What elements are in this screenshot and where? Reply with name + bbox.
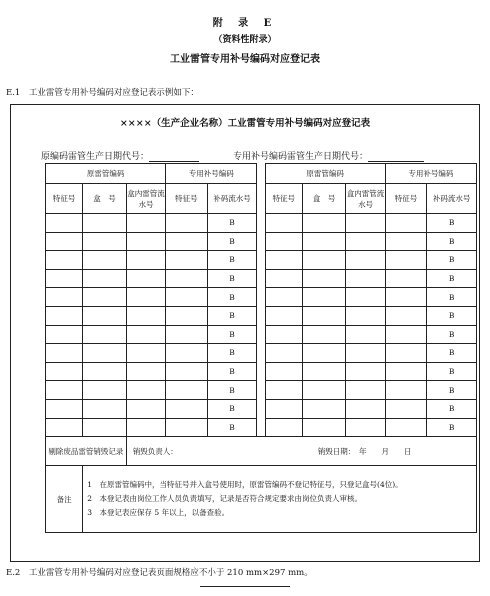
serial-prefix-cell[interactable]: B [207, 399, 257, 418]
entry-cell[interactable] [46, 232, 83, 251]
entry-cell[interactable] [83, 306, 127, 325]
entry-cell[interactable] [265, 344, 302, 363]
entry-cell[interactable] [346, 325, 385, 344]
entry-cell[interactable] [346, 251, 385, 270]
serial-prefix-cell[interactable]: B [427, 344, 477, 363]
entry-cell[interactable] [346, 344, 385, 363]
entry-cell[interactable] [385, 344, 426, 363]
entry-cell[interactable] [385, 381, 426, 400]
entry-cell[interactable] [166, 418, 207, 437]
destroy-date-label: 销毁日期： 年 月 日 [317, 446, 412, 456]
serial-prefix-cell[interactable]: B [427, 269, 477, 288]
entry-cell[interactable] [302, 362, 346, 381]
table-gap [257, 164, 265, 437]
entry-cell[interactable] [126, 251, 165, 270]
remarks-label: 备注 [46, 466, 83, 533]
entry-cell[interactable] [265, 232, 302, 251]
entry-cell[interactable] [302, 344, 346, 363]
entry-cell[interactable] [265, 399, 302, 418]
entry-cell[interactable] [385, 269, 426, 288]
entry-cell[interactable] [166, 251, 207, 270]
entry-cell[interactable] [83, 232, 127, 251]
entry-cell[interactable] [126, 232, 165, 251]
serial-prefix-cell[interactable]: B [207, 362, 257, 381]
special-code-blank[interactable] [368, 161, 424, 162]
form-title: ××××（生产企业名称）工业雷管专用补号编码对应登记表 [119, 118, 371, 129]
entry-cell[interactable] [126, 362, 165, 381]
serial-prefix-cell[interactable]: B [207, 251, 257, 270]
entry-cell[interactable] [385, 214, 426, 233]
entry-cell[interactable] [166, 232, 207, 251]
entry-cell[interactable] [346, 214, 385, 233]
entry-cell[interactable] [385, 288, 426, 307]
entry-cell[interactable] [83, 269, 127, 288]
original-code-label: 原编码雷管生产日期代号： [41, 152, 150, 162]
group-original-right: 原雷管编码 [265, 164, 385, 184]
entry-cell[interactable] [265, 362, 302, 381]
serial-prefix-cell[interactable]: B [207, 344, 257, 363]
entry-cell[interactable] [302, 269, 346, 288]
col-inbox-right: 盒内雷管流水号 [346, 184, 385, 214]
entry-cell[interactable] [166, 214, 207, 233]
col-serial-left: 补码流水号 [207, 184, 257, 214]
entry-cell[interactable] [126, 306, 165, 325]
entry-cell[interactable] [385, 306, 426, 325]
entry-cell[interactable] [302, 399, 346, 418]
entry-cell[interactable] [346, 399, 385, 418]
appendix-type: （资料性附录） [213, 35, 277, 45]
remark-item: 3 本登记表应保存 5 年以上，以备查验。 [87, 508, 230, 518]
serial-prefix-cell[interactable]: B [427, 288, 477, 307]
entry-cell[interactable] [46, 381, 83, 400]
col-box-right: 盒 号 [302, 184, 346, 214]
serial-prefix-cell[interactable]: B [207, 306, 257, 325]
header-row-groups [46, 164, 477, 184]
entry-cell[interactable] [346, 288, 385, 307]
entry-cell[interactable] [265, 381, 302, 400]
registration-form [10, 104, 480, 562]
entry-cell[interactable] [166, 344, 207, 363]
entry-cell[interactable] [46, 362, 83, 381]
entry-cell[interactable] [166, 381, 207, 400]
entry-cell[interactable] [302, 381, 346, 400]
entry-cell[interactable] [265, 418, 302, 437]
entry-cell[interactable] [302, 325, 346, 344]
scrap-record-cell[interactable] [126, 437, 476, 466]
entry-cell[interactable] [46, 251, 83, 270]
end-rule [200, 586, 290, 587]
entry-cell[interactable] [126, 381, 165, 400]
entry-cell[interactable] [126, 325, 165, 344]
entry-cell[interactable] [346, 362, 385, 381]
section-e2: E.2 工业雷管专用补号编码对应登记表页面规格应不小于 210 mm×297 mm。 [6, 568, 313, 578]
entry-cell[interactable] [126, 344, 165, 363]
entry-cell[interactable] [166, 269, 207, 288]
entry-cell[interactable] [83, 325, 127, 344]
entry-cell[interactable] [346, 232, 385, 251]
entry-cell[interactable] [265, 288, 302, 307]
group-original-left: 原雷管编码 [46, 164, 166, 184]
scrap-label: 剔除废品雷管销毁记录 [46, 437, 127, 466]
serial-prefix-cell[interactable]: B [207, 214, 257, 233]
serial-prefix-cell[interactable]: B [207, 381, 257, 400]
remarks-cell [83, 466, 477, 533]
col-feature-right: 特征号 [265, 184, 302, 214]
entry-cell[interactable] [126, 399, 165, 418]
entry-cell[interactable] [265, 325, 302, 344]
serial-prefix-cell[interactable]: B [207, 325, 257, 344]
entry-cell[interactable] [265, 251, 302, 270]
scrap-row [46, 437, 477, 466]
entry-cell[interactable] [302, 232, 346, 251]
entry-cell[interactable] [302, 288, 346, 307]
serial-prefix-cell[interactable]: B [207, 232, 257, 251]
entry-cell[interactable] [385, 232, 426, 251]
entry-cell[interactable] [166, 399, 207, 418]
entry-cell[interactable] [166, 325, 207, 344]
entry-cell[interactable] [126, 288, 165, 307]
group-special-right: 专用补号编码 [385, 164, 476, 184]
col-feature2-left: 特征号 [166, 184, 207, 214]
entry-cell[interactable] [83, 214, 127, 233]
serial-prefix-cell[interactable]: B [427, 232, 477, 251]
serial-prefix-cell[interactable]: B [207, 288, 257, 307]
entry-cell[interactable] [46, 399, 83, 418]
entry-cell[interactable] [46, 269, 83, 288]
entry-cell[interactable] [385, 251, 426, 270]
entry-cell[interactable] [302, 306, 346, 325]
entry-cell[interactable] [385, 399, 426, 418]
destroy-person-label: 销毁负责人： [132, 446, 178, 456]
entry-cell[interactable] [385, 325, 426, 344]
entry-cell[interactable] [46, 325, 83, 344]
entry-cell[interactable] [302, 418, 346, 437]
special-code-field [233, 149, 424, 162]
appendix-heading: 附 录 E [212, 18, 278, 29]
entry-cell[interactable] [126, 214, 165, 233]
register-table [45, 163, 477, 533]
entry-cell[interactable] [46, 344, 83, 363]
col-feature2-right: 特征号 [385, 184, 426, 214]
col-box-left: 盒 号 [83, 184, 127, 214]
entry-cell[interactable] [83, 418, 127, 437]
entry-cell[interactable] [83, 344, 127, 363]
entry-cell[interactable] [346, 418, 385, 437]
serial-prefix-cell[interactable]: B [427, 381, 477, 400]
entry-cell[interactable] [346, 381, 385, 400]
entry-cell[interactable] [265, 269, 302, 288]
col-inbox-left: 盒内雷管流水号 [126, 184, 165, 214]
remark-item: 1 在原雷管编码中，当特征号并入盒号使用时，原雷管编码不登记特征号，只登记盒号(4位)。 [87, 480, 403, 490]
entry-cell[interactable] [265, 214, 302, 233]
remarks-row [46, 466, 477, 533]
serial-prefix-cell[interactable]: B [207, 269, 257, 288]
serial-prefix-cell[interactable]: B [427, 306, 477, 325]
entry-cell[interactable] [265, 306, 302, 325]
col-feature-left: 特征号 [46, 184, 83, 214]
entry-cell[interactable] [346, 269, 385, 288]
entry-cell[interactable] [46, 418, 83, 437]
group-special-left: 专用补号编码 [166, 164, 257, 184]
original-code-field [41, 149, 199, 162]
remark-item: 2 本登记表由岗位工作人员负责填写，记录是否符合规定要求由岗位负责人审核。 [87, 494, 363, 504]
entry-cell[interactable] [385, 362, 426, 381]
entry-cell[interactable] [83, 381, 127, 400]
entry-cell[interactable] [83, 288, 127, 307]
entry-cell[interactable] [302, 214, 346, 233]
section-e1: E.1 工业雷管专用补号编码对应登记表示例如下： [6, 88, 199, 98]
serial-prefix-cell[interactable]: B [427, 325, 477, 344]
entry-cell[interactable] [166, 306, 207, 325]
special-code-label: 专用补号编码雷管生产日期代号： [233, 152, 369, 162]
entry-cell[interactable] [126, 418, 165, 437]
serial-prefix-cell[interactable]: B [427, 399, 477, 418]
entry-cell[interactable] [166, 362, 207, 381]
entry-cell[interactable] [46, 306, 83, 325]
entry-cell[interactable] [46, 288, 83, 307]
serial-prefix-cell[interactable]: B [207, 418, 257, 437]
serial-prefix-cell[interactable]: B [427, 251, 477, 270]
entry-cell[interactable] [83, 399, 127, 418]
serial-prefix-cell[interactable]: B [427, 418, 477, 437]
entry-cell[interactable] [302, 251, 346, 270]
original-code-blank[interactable] [149, 161, 199, 162]
appendix-title: 工业雷管专用补号编码对应登记表 [170, 54, 320, 65]
entry-cell[interactable] [126, 269, 165, 288]
entry-cell[interactable] [83, 251, 127, 270]
entry-cell[interactable] [83, 362, 127, 381]
col-serial-right: 补码流水号 [427, 184, 477, 214]
entry-cell[interactable] [46, 214, 83, 233]
entry-cell[interactable] [166, 288, 207, 307]
entry-cell[interactable] [385, 418, 426, 437]
serial-prefix-cell[interactable]: B [427, 214, 477, 233]
serial-prefix-cell[interactable]: B [427, 362, 477, 381]
entry-cell[interactable] [346, 306, 385, 325]
